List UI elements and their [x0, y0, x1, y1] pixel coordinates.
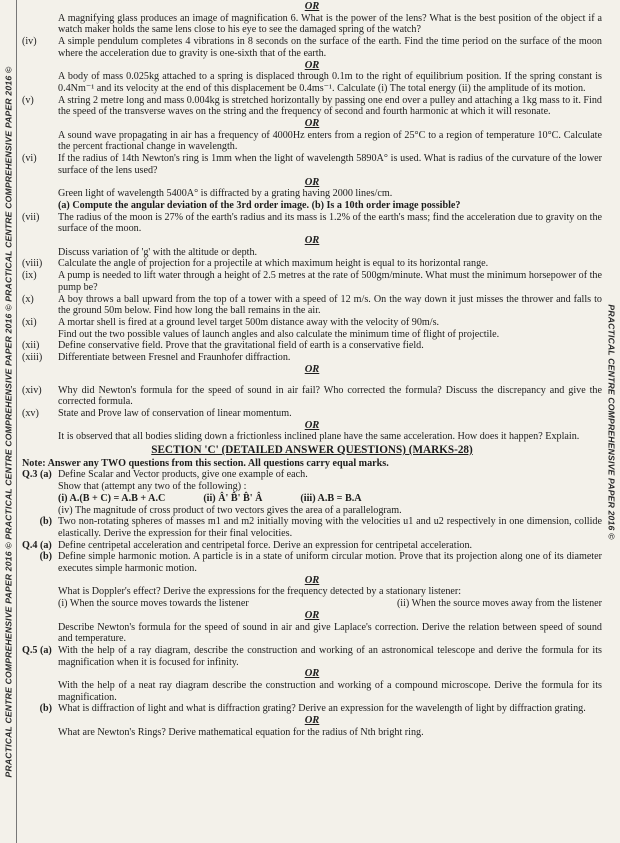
question-4b-or: What is Doppler's effect? Derive the expressions for the frequency detected by a stationary listener:: [58, 586, 462, 598]
side-watermark-right: PRACTICAL CENTRE COMPREHENSIVE PAPER 2016 ©: [607, 303, 618, 540]
exam-page: [22, 1, 602, 739]
question-viii: (viii) Calculate the angle of projection for a projectile at which maximum height is equal to its horizontal range.: [22, 258, 489, 270]
section-c-heading: SECTION 'C' (DETAILED ANSWER QUESTIONS) (MARKS-28): [151, 444, 473, 457]
side-watermark-left: PRACTICAL CENTRE COMPREHENSIVE PAPER 2016 © PRACTICAL CENTRE COMPREHENSIVE PAPER 2016 © PRACTICAL CENTRE COMPREHENSIVE PAPER 2016 ©: [0, 0, 17, 843]
question-5b-or: What are Newton's Rings? Derive mathematical equation for the radius of Nth bright ring.: [58, 726, 424, 738]
question-iv-or: A body of mass 0.025kg attached to a spring is displaced through 0.1m to the right of equilibrium position. If the spring constant is 0.4Nm⁻¹ and its velocity at the end of this displacement be 0.4ms⁻¹. Calculate (i) The total energy (ii) the amplitude of its motion.: [58, 71, 602, 94]
question-xii: (xii) Define conservative field. Prove that the gravitational field of earth is a conservative field.: [22, 340, 424, 352]
question-xiii: (xiii) Differentiate between Fresnel and Fraunhofer diffraction.: [22, 352, 291, 364]
question-vi-or: Green light of wavelength 5400A° is diffracted by a grating having 2000 lines/cm.: [58, 188, 393, 200]
question-xiv: (xiv) Why did Newton's formula for the speed of sound in air fail? Who corrected the formula? Discuss the discrepancy and give the corrected formula.: [22, 384, 602, 408]
or-divider: OR: [304, 609, 320, 621]
question-xv: (xv) State and Prove law of conservation of linear momentum.: [22, 407, 292, 419]
question-ix: (ix) A pump is needed to lift water through a height of 2.5 metres at the rate of 500gm/minute. What must the minimum horsepower of the pump be?: [22, 270, 602, 293]
question-4b-or2: Describe Newton's formula for the speed of sound in air and give Laplace's correction. Derive the relation between speed of sound and temperature.: [58, 621, 602, 645]
or-divider: OR: [304, 1, 320, 12]
question-xv-or: It is observed that all bodies sliding down a frictionless inclined plane have the same acceleration. How does it happen? Explain.: [58, 431, 580, 443]
or-divider: OR: [304, 235, 320, 247]
or-divider: OR: [304, 363, 320, 375]
question-4b-or-parts: (i) When the source moves towards the listener (ii) When the source moves away from the listener: [58, 598, 602, 610]
section-note: Note: Answer any TWO questions from this section. All questions carry equal marks.: [22, 457, 389, 469]
question-4b: (b) Define simple harmonic motion. A particle is in a state of uniform circular motion. Prove that its projection along one of its diameter executes simple harmonic motion.: [39, 551, 602, 575]
question-v: (v) A string 2 metre long and mass 0.004kg is stretched horizontally by passing one end over a pulley and attaching a 1kg mass to it. Find the speed of the transverse waves on the string and the frequency of second and fourth harmonic at which it will resonate.: [22, 94, 602, 118]
question-xi-part: Find out the two possible values of launch angles and also calculate the minimum time of flight of projectile.: [58, 328, 500, 340]
question-5a: Q.5 (a) With the help of a ray diagram, describe the construction and working of an astronomical telescope and derive the formula for its magnification when it is focused for infinity.: [22, 644, 602, 668]
question-xi: (xi) A mortar shell is fired at a ground level target 500m distance away with the velocity of 90m/s.: [22, 316, 440, 328]
question-3a-options: (i) A.(B + C) = A.B + A.C (ii) Â' B̂' B̂' Â (iii) A.B = B.A: [58, 492, 362, 504]
question-vii: (vii) The radius of the moon is 27% of the earth's radius and its mass is 1.2% of the earth's mass; find the acceleration due to gravity on the surface of the moon.: [22, 211, 602, 235]
question-5b: (b) What is diffraction of light and what is diffraction grating? Derive an expression for the wavelength of light by diffraction grating.: [39, 703, 586, 715]
question-5a-or: With the help of a neat ray diagram describe the construction and working of a compound microscope. Derive the formula for its magnification.: [58, 680, 602, 703]
question-3a-iv: (iv) The magnitude of cross product of two vectors gives the area of a parallelogram.: [58, 504, 402, 516]
question-3a: Q.3 (a) Define Scalar and Vector products, give one example of each.: [22, 469, 308, 481]
question-vi-or-parts: (a) Compute the angular deviation of the 3rd order image. (b) Is a 10th order image possible?: [58, 199, 461, 211]
or-divider: OR: [304, 715, 320, 727]
question-v-or: A sound wave propagating in air has a frequency of 4000Hz enters from a region of 25°C to a region of temperature 10°C. Calculate the percent fractional change in wavelength.: [58, 129, 602, 153]
or-divider: OR: [304, 574, 320, 586]
question-4a: Q.4 (a) Define centripetal acceleration and centripetal force. Derive an expression for centripetal acceleration.: [22, 539, 473, 551]
or-divider: OR: [304, 118, 320, 130]
or-divider: OR: [304, 59, 320, 71]
question-iii-or: A magnifying glass produces an image of magnification 6. What is the power of the lens? What is the best position of the object if a watch maker holds the same lens close to his eye to see the damaged spring of the watch?: [58, 12, 602, 36]
or-divider: OR: [304, 176, 320, 188]
question-vi: (vi) If the radius of 14th Newton's ring is 1mm when the light of wavelength 5890A° is used. What is radius of the curvature of the lower surface of the lens used?: [22, 153, 602, 176]
question-3b: (b) Two non-rotating spheres of masses m1 and m2 initially moving with the velocities u1 and u2 respectively in one dimension, collide elastically. Derive the expression for their final velocities.: [39, 516, 602, 539]
or-divider: OR: [304, 668, 320, 680]
question-iv: (iv) A simple pendulum completes 4 vibrations in 8 seconds on the surface of the earth. Find the time period on the surface of the moon where the acceleration due to gravity is one-sixth that of the earth.: [22, 36, 602, 59]
question-vii-or: Discuss variation of 'g' with the altitude or depth.: [58, 246, 258, 258]
question-3a-show: Show that (attempt any two of the following) :: [58, 481, 247, 493]
or-divider: OR: [304, 419, 320, 431]
question-x: (x) A boy throws a ball upward from the top of a tower with a speed of 12 m/s. On the way down it just misses the thrower and falls to the ground 50m below. Find how long the ball remains in the air.: [22, 293, 602, 317]
